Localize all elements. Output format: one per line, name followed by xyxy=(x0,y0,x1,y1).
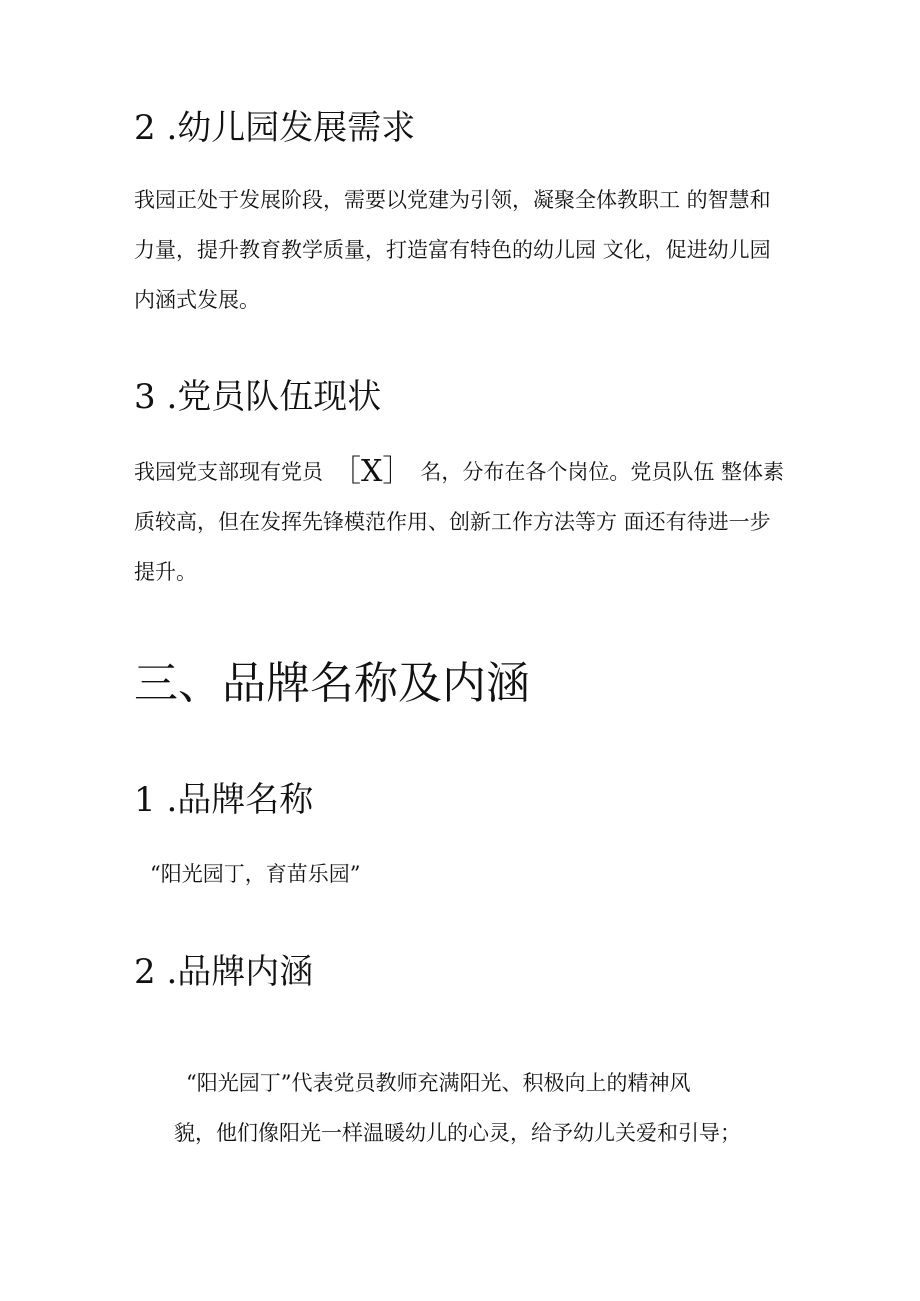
paragraph-text: 名，分布在各个岗位。党员队伍 整体素 xyxy=(420,460,785,484)
paragraph-line: “阳光园丁”代表党员教师充满阳光、积极向上的精神风 xyxy=(186,1071,691,1095)
paragraph-text: 我园党支部现有党员 xyxy=(134,460,323,484)
paragraph-line: 质较高，但在发挥先锋模范作用、创新工作方法等方 面还有待进一步 xyxy=(134,510,771,534)
paragraph-line: 内涵式发展。 xyxy=(134,288,260,312)
section-heading: 1 .品牌名称 xyxy=(134,780,314,820)
placeholder-count: ［X］ xyxy=(331,454,413,489)
paragraph-line xyxy=(134,454,785,489)
section-heading: 3 .党员队伍现状 xyxy=(134,377,382,417)
section-heading: 2 .品牌内涵 xyxy=(134,952,314,992)
paragraph-line: 我园正处于发展阶段，需要以党建为引领，凝聚全体教职工 的智慧和 xyxy=(134,188,771,212)
section-heading: 2 .幼儿园发展需求 xyxy=(134,108,416,148)
paragraph-line: 力量，提升教育教学质量，打造富有特色的幼儿园 文化，促进幼儿园 xyxy=(134,238,771,262)
paragraph-line: 貌，他们像阳光一样温暖幼儿的心灵，给予幼儿关爱和引导； xyxy=(174,1121,741,1145)
paragraph-line: 提升。 xyxy=(134,560,197,584)
chapter-heading: 三、品牌名称及内涵 xyxy=(134,658,530,709)
brand-name-text: “阳光园丁，育苗乐园” xyxy=(150,862,361,886)
